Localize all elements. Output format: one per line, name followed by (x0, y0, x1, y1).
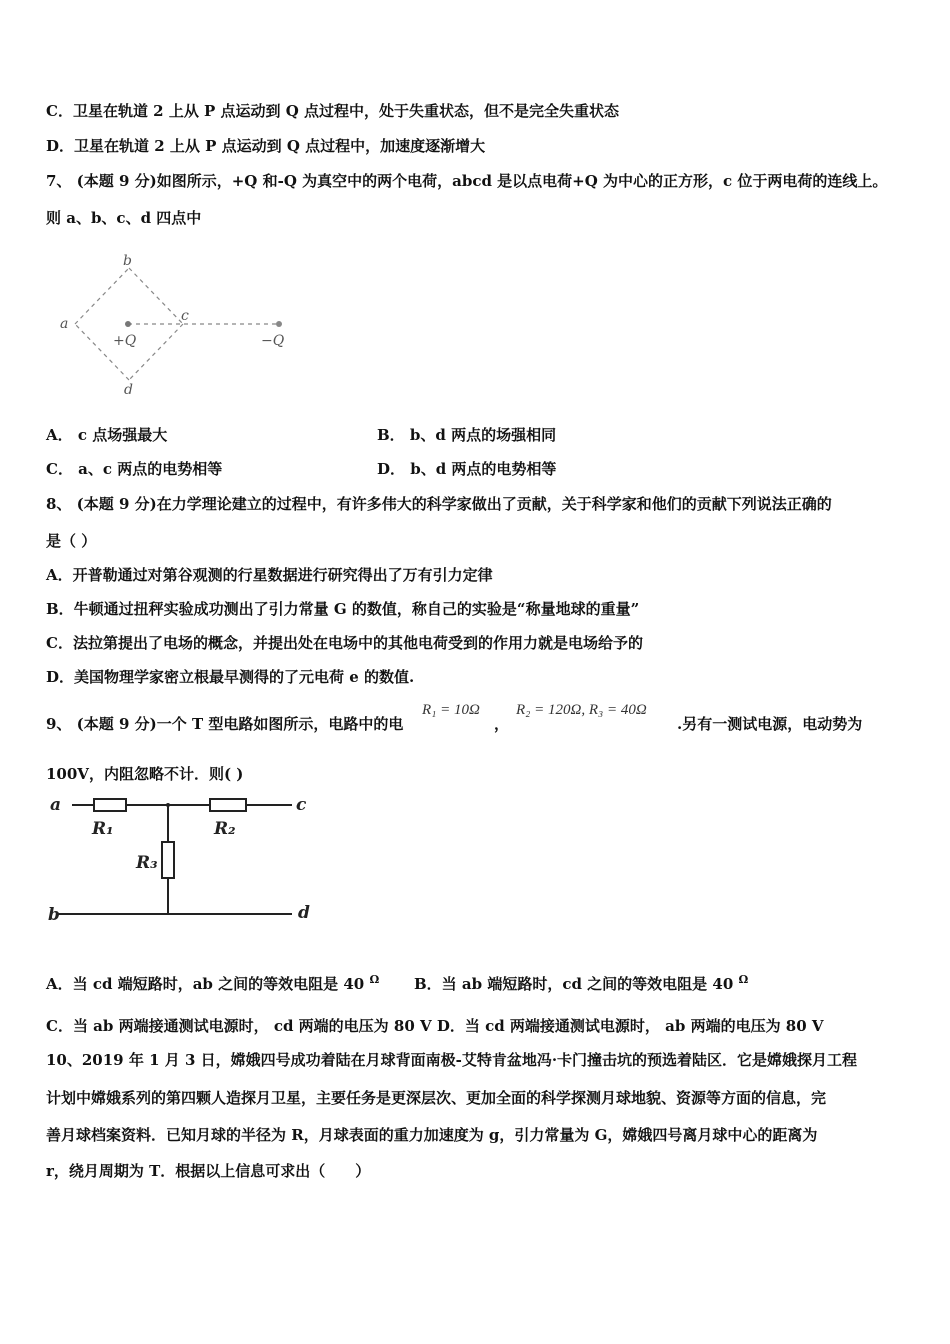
resistor-r1 (94, 799, 126, 811)
q9-stem-tail: .另有一测试电源，电动势为 (677, 715, 863, 733)
label-b: b (123, 253, 132, 269)
q8-option-c: C．法拉第提出了电场的概念，并提出处在电场中的其他电荷受到的作用力就是电场给予的 (46, 634, 643, 652)
terminal-c: c (296, 795, 307, 815)
q8-option-d: D．美国物理学家密立根最早测得的了元电荷 e 的数值. (46, 668, 415, 686)
q8-option-a: A．开普勒通过对第谷观测的行星数据进行研究得出了万有引力定律 (46, 566, 493, 584)
label-d: d (124, 382, 133, 398)
plus-q-dot (125, 321, 131, 327)
q9-option-a-text: A．当 cd 端短路时，ab 之间的等效电阻是 40 (46, 975, 365, 993)
q9-stem-cont: 100V，内阻忽略不计．则( ) (46, 765, 244, 783)
q8-stem-cont: 是（ ） (46, 532, 97, 550)
q9-formula-r2-r3: R₂ = 120Ω, R₃ = 40Ω (516, 702, 647, 718)
q8-stem: 8、 (本题 9 分)在力学理论建立的过程中，有许多伟大的科学家做出了贡献，关于科学家和他们的贡献下列说法正确的 (46, 495, 832, 513)
q10-line-2: 计划中嫦娥系列的第四颗人造探月卫星，主要任务是更深层次、更加全面的科学探测月球地貌、资源等方面的信息，完 (46, 1089, 827, 1107)
label-a: a (60, 316, 69, 332)
q10-line-3: 善月球档案资料．已知月球的半径为 R，月球表面的重力加速度为 g，引力常量为 G，嫦娥四号离月球中心的距离为 (46, 1126, 818, 1144)
label-c: c (181, 308, 189, 324)
q7-stem-cont: 则 a、b、c、d 四点中 (46, 209, 202, 227)
label-minus-q: −Q (261, 333, 285, 349)
q10-line-1: 10、2019 年 1 月 3 日，嫦娥四号成功着陆在月球背面南极-艾特肯盆地冯·卡门撞击坑的预选着陆区．它是嫦娥探月工程 (46, 1051, 858, 1069)
terminal-a: a (50, 795, 62, 815)
q7-option-d: D． b、d 两点的电势相等 (377, 460, 557, 478)
label-r3: R₃ (136, 853, 158, 873)
terminal-b: b (48, 905, 60, 925)
q10-line-4: r，绕月周期为 T．根据以上信息可求出（ ） (46, 1162, 371, 1180)
label-plus-q: +Q (113, 333, 137, 349)
q7-figure (55, 250, 305, 400)
q7-stem: 7、 (本题 9 分)如图所示，+Q 和-Q 为真空中的两个电荷，abcd 是以点电荷+Q 为中心的正方形，c 位于两电荷的连线上。 (46, 172, 888, 190)
q9-comma: ， (494, 715, 510, 733)
q9-option-a (46, 970, 379, 994)
terminal-d: d (298, 903, 310, 923)
omega-symbol: Ω (369, 973, 380, 986)
q9-options-c-d: C．当 ab 两端接通测试电源时， cd 两端的电压为 80 V D．当 cd 两端接通测试电源时， ab 两端的电压为 80 V (46, 1017, 824, 1035)
q9-option-b (414, 970, 748, 994)
resistor-r2 (210, 799, 246, 811)
resistor-r3 (162, 842, 174, 878)
q7-option-a: A． c 点场强最大 (46, 426, 168, 444)
label-r1: R₁ (92, 819, 114, 839)
q6-option-d: D．卫星在轨道 2 上从 P 点运动到 Q 点过程中，加速度逐渐增大 (46, 137, 486, 155)
q9-option-b-text: B．当 ab 端短路时，cd 之间的等效电阻是 40 (414, 975, 734, 993)
q9-formula-r1: R₁ = 10Ω (422, 702, 480, 718)
minus-q-dot (276, 321, 282, 327)
q6-option-c: C．卫星在轨道 2 上从 P 点运动到 Q 点过程中，处于失重状态，但不是完全失重状态 (46, 102, 620, 120)
q9-circuit-figure (44, 790, 324, 930)
q8-option-b: B．牛顿通过扭秤实验成功测出了引力常量 G 的数值，称自己的实验是“称量地球的重量” (46, 600, 640, 618)
label-r2: R₂ (214, 819, 236, 839)
q7-option-c: C． a、c 两点的电势相等 (46, 460, 223, 478)
omega-symbol: Ω (738, 973, 749, 986)
q9-stem: 9、 (本题 9 分)一个 T 型电路如图所示，电路中的电 (46, 715, 404, 733)
q7-option-b: B． b、d 两点的场强相同 (377, 426, 557, 444)
